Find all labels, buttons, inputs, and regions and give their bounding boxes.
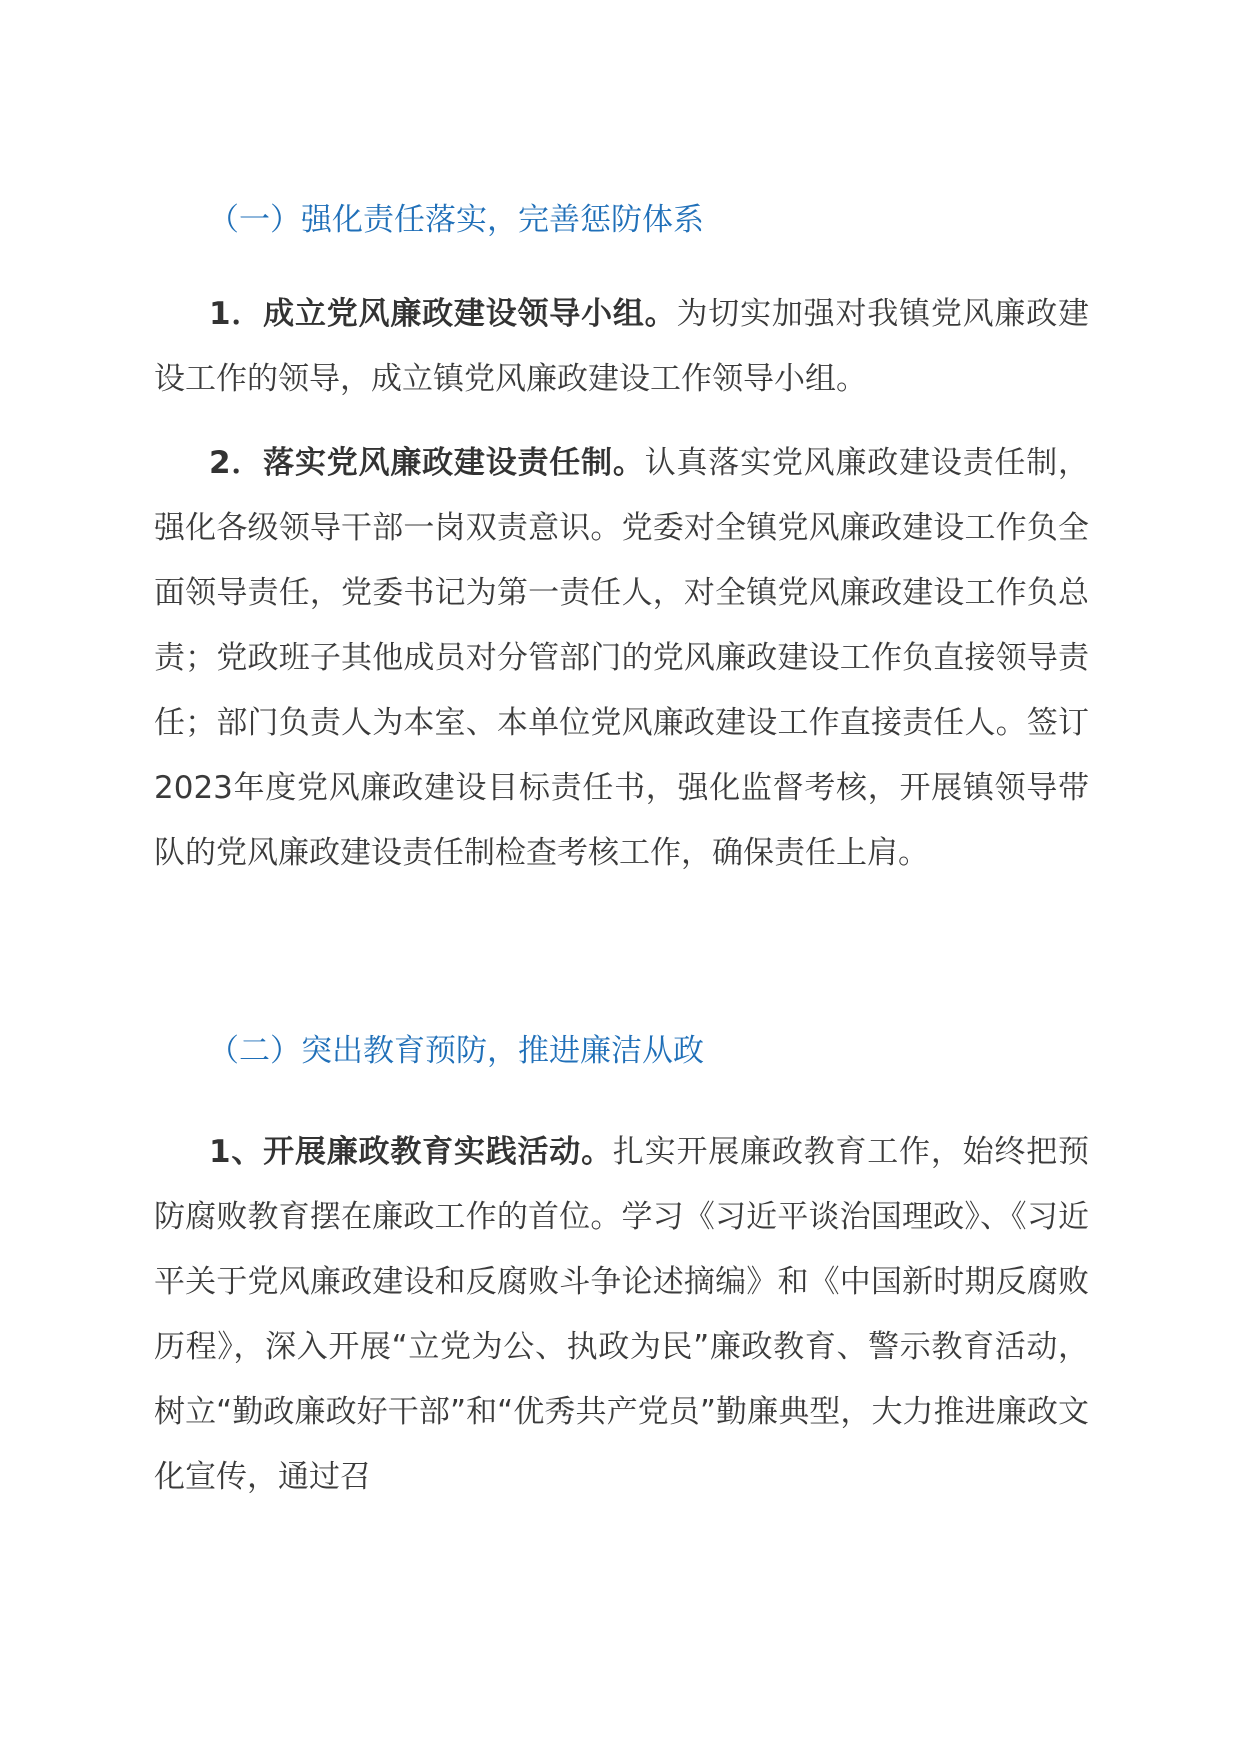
paragraph-lead: 1、开展廉政教育实践活动。 xyxy=(209,1134,613,1170)
paragraph-body: 认真落实党风廉政建设责任制，强化各级领导干部一岗双责意识。党委对全镇党风廉政建设工作负全面领导责任，党委书记为第一责任人，对全镇党风廉政建设工作负总责；党政班子其他成员对分管部门的党风廉政建设工作负直接领导责任；部门负责人为本室、本单位党风廉政建设工作直接责任人。签订2023年度党风廉政建设目标责任书，强化监督考核，开展镇领导带队的党风廉政建设责任制检查考核工作，确保责任上肩。 xyxy=(154,445,1090,871)
paragraph-1-1 xyxy=(154,282,1089,412)
paragraph-body: 扎实开展廉政教育工作，始终把预防腐败教育摆在廉政工作的首位。学习《习近平谈治国理政》、《习近平关于党风廉政建设和反腐败斗争论述摘编》和《中国新时期反腐败历程》，深入开展“立党为公、执政为民”廉政教育、警示教育活动，树立“勤政廉政好干部”和“优秀共产党员”勤廉典型，大力推进廉政文化宣传，通过召 xyxy=(154,1134,1089,1495)
paragraph-2-1 xyxy=(154,1120,1089,1510)
section-heading-2: （二）突出教育预防，推进廉洁从政 xyxy=(208,1033,704,1069)
paragraph-lead: 2．落实党风廉政建设责任制。 xyxy=(209,445,645,481)
paragraph-1-2 xyxy=(154,431,1089,886)
section-heading-1: （一）强化责任落实，完善惩防体系 xyxy=(208,202,704,238)
paragraph-body: 为切实加强对我镇党风廉政建设工作的领导，成立镇党风廉政建设工作领导小组。 xyxy=(154,296,1090,397)
paragraph-lead: 1．成立党风廉政建设领导小组。 xyxy=(209,296,677,332)
